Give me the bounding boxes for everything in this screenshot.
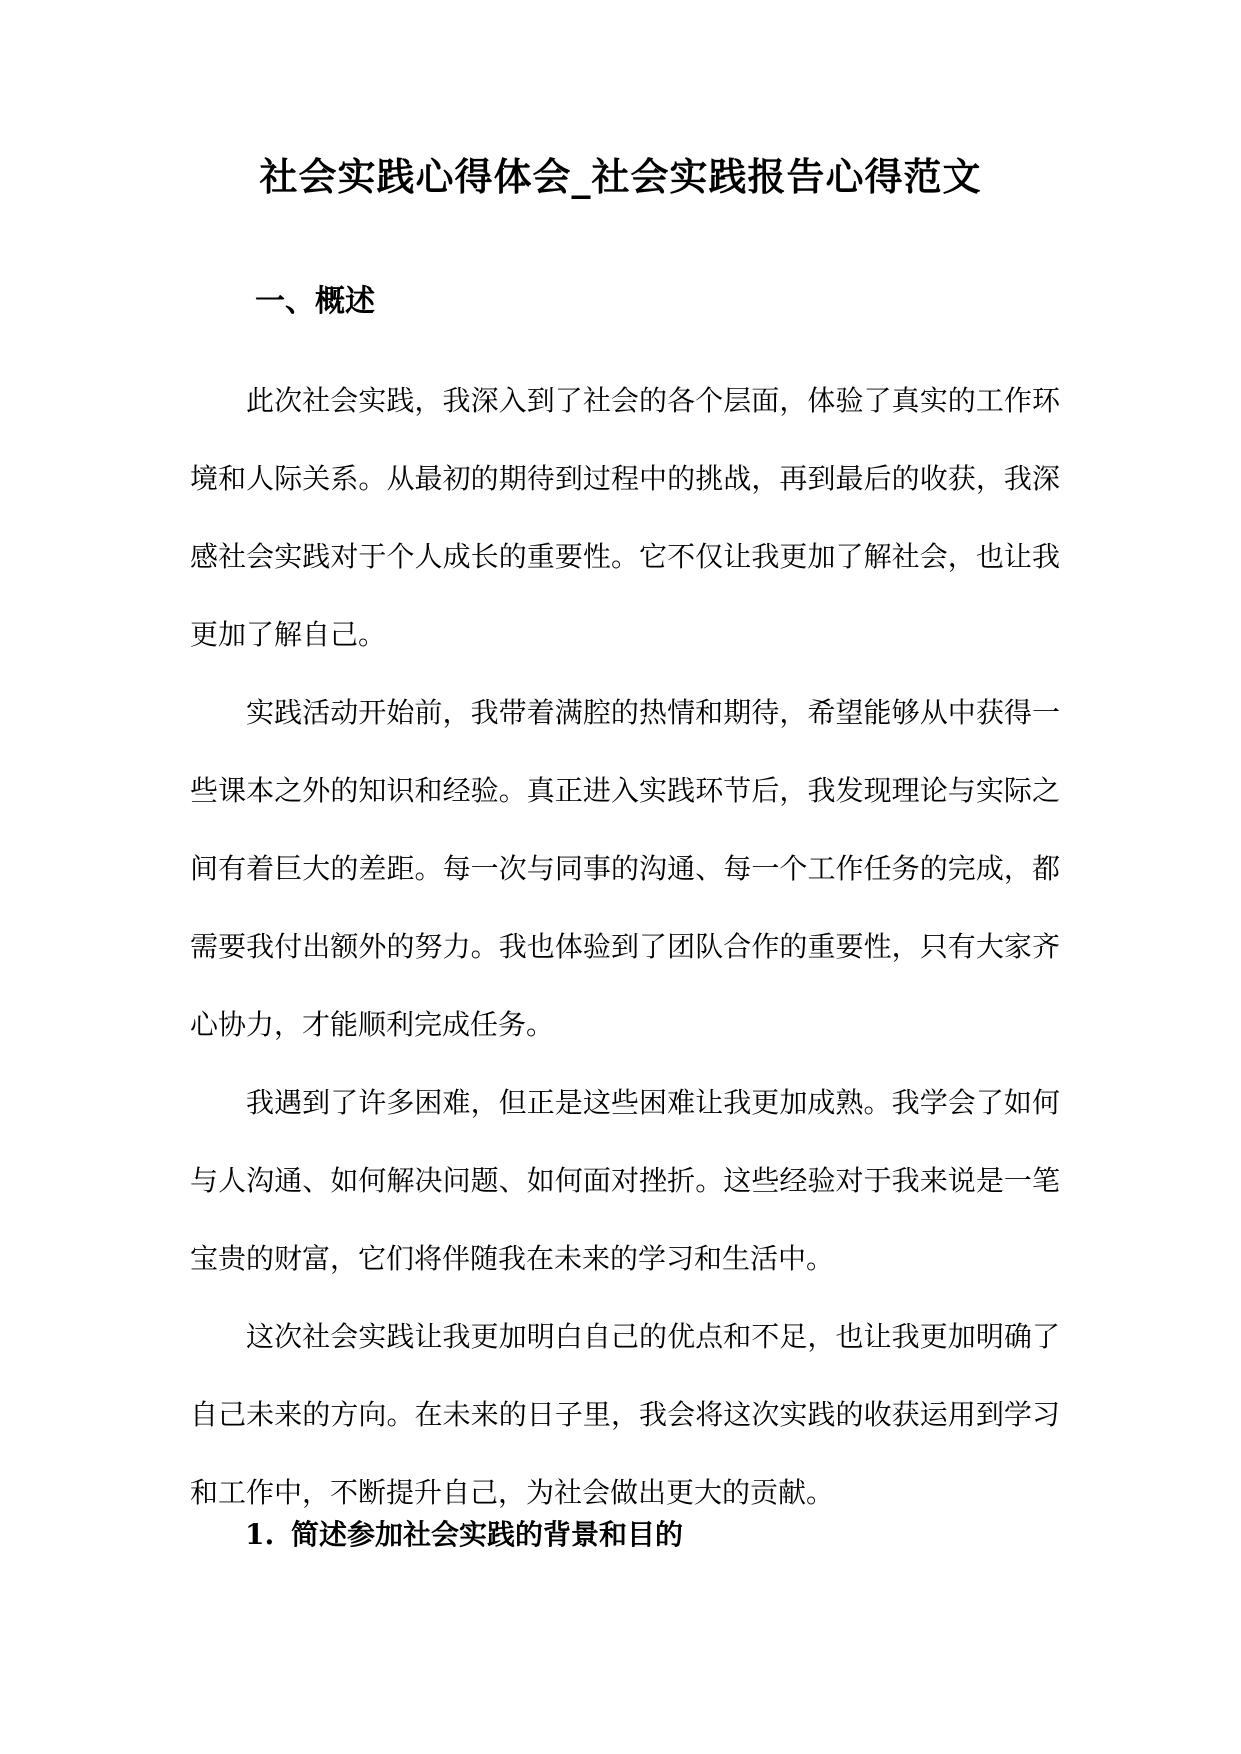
subheading-number: 1. bbox=[245, 1518, 275, 1551]
paragraph-2: 实践活动开始前，我带着满腔的热情和期待，希望能够从中获得一些课本之外的知识和经验。真正进入实践环节后，我发现理论与实际之间有着巨大的差距。每一次与同事的沟通、每一个工作任务的完成，都需要我付出额外的努力。我也体验到了团队合作的重要性，只有大家齐心协力，才能顺利完成任务。 bbox=[190, 696, 1060, 1041]
document-body bbox=[190, 362, 1060, 1532]
paragraph-4: 这次社会实践让我更加明白自己的优点和不足，也让我更加明确了自己未来的方向。在未来的日子里，我会将这次实践的收获运用到学习和工作中，不断提升自己，为社会做出更大的贡献。 bbox=[190, 1320, 1060, 1509]
paragraph-3: 我遇到了许多困难，但正是这些困难让我更加成熟。我学会了如何与人沟通、如何解决问题、如何面对挫折。这些经验对于我来说是一笔宝贵的财富，它们将伴随我在未来的学习和生活中。 bbox=[190, 1086, 1060, 1275]
subheading-background bbox=[245, 1513, 683, 1557]
paragraph-1: 此次社会实践，我深入到了社会的各个层面，体验了真实的工作环境和人际关系。从最初的期待到过程中的挑战，再到最后的收获，我深感社会实践对于个人成长的重要性。它不仅让我更加了解社会，也让我更加了解自己。 bbox=[190, 384, 1060, 651]
document-title: 社会实践心得体会_社会实践报告心得范文 bbox=[259, 154, 982, 199]
section-heading-overview: 一、概述 bbox=[255, 284, 375, 319]
subheading-text: 简述参加社会实践的背景和目的 bbox=[291, 1518, 684, 1551]
